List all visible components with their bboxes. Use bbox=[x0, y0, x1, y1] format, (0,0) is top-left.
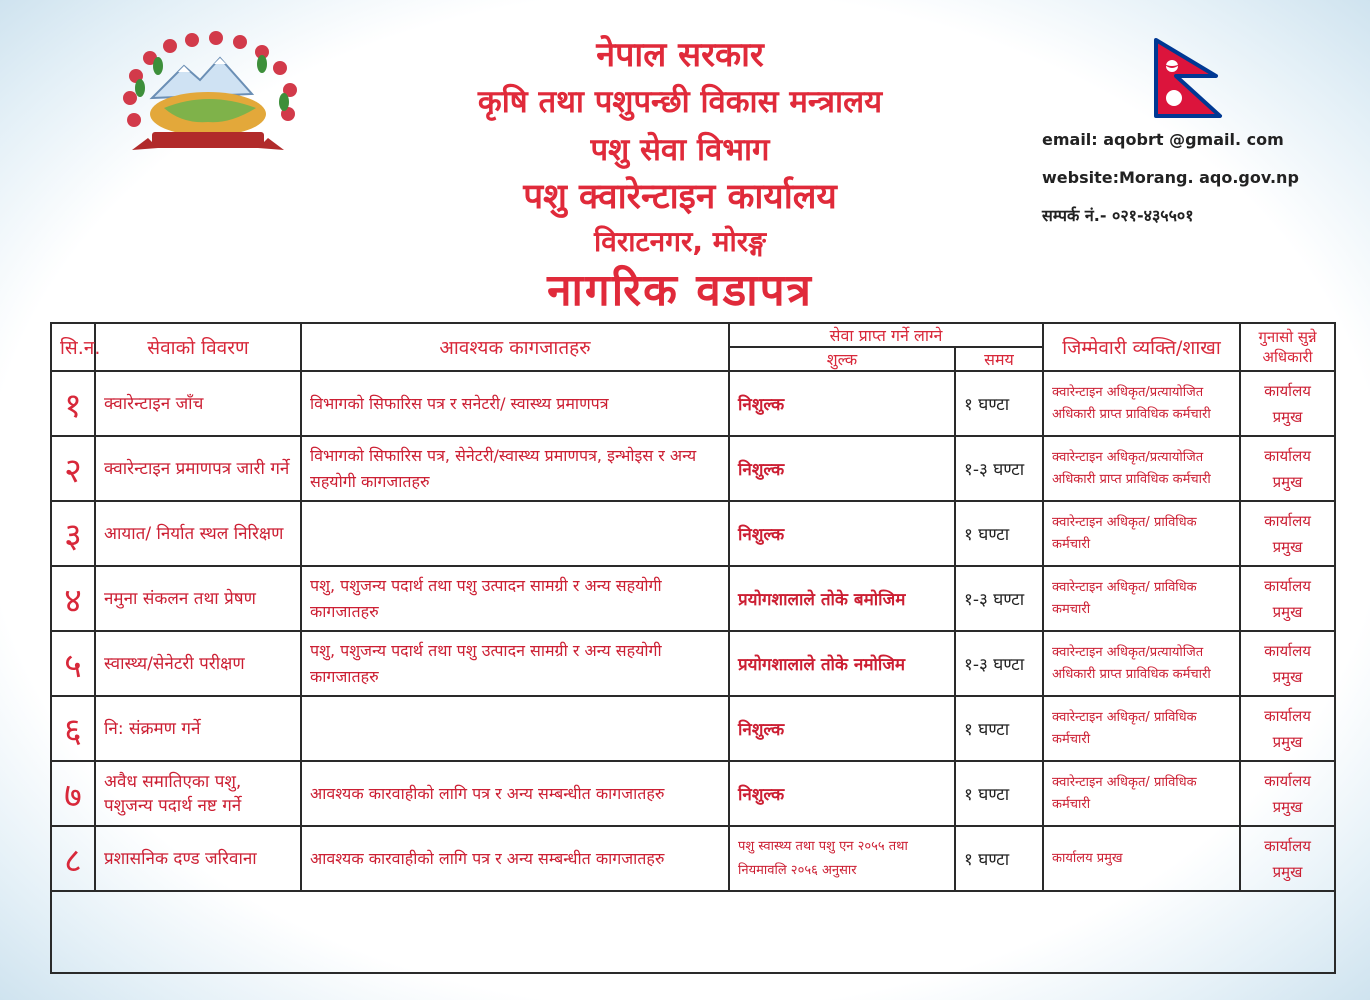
header-government: नेपाल सरकार bbox=[596, 35, 764, 75]
header-ministry: कृषि तथा पशुपन्छी विकास मन्त्रालय bbox=[477, 84, 883, 120]
row-responsible: कार्यालय प्रमुख bbox=[1043, 826, 1240, 891]
row-time: १ घण्टा bbox=[955, 696, 1043, 761]
row-grievance: कार्यालय प्रमुख bbox=[1240, 826, 1335, 891]
row-service: आयात/ निर्यात स्थल निरिक्षण bbox=[95, 501, 301, 566]
row-documents: पशु, पशुजन्य पदार्थ तथा पशु उत्पादन सामग्री र अन्य सहयोगी कागजातहरु bbox=[301, 566, 729, 631]
row-documents: विभागको सिफारिस पत्र र सनेटरी/ स्वास्थ्य प्रमाणपत्र bbox=[301, 371, 729, 436]
header-fee: शुल्क bbox=[729, 347, 955, 371]
row-time: १-३ घण्टा bbox=[955, 436, 1043, 501]
row-time: १ घण्टा bbox=[955, 501, 1043, 566]
row-grievance: कार्यालय प्रमुख bbox=[1240, 566, 1335, 631]
row-serial: ५ bbox=[51, 631, 95, 696]
row-responsible: क्वारेन्टाइन अधिकृत/प्रत्यायोजित अधिकारी प्राप्त प्राविधिक कर्मचारी bbox=[1043, 436, 1240, 501]
row-documents: आवश्यक कारवाहीको लागि पत्र र अन्य सम्बन्धीत कागजातहरु bbox=[301, 761, 729, 826]
nepal-emblem-icon bbox=[112, 28, 308, 168]
row-fee: प्रयोगशालाले तोके बमोजिम bbox=[729, 566, 955, 631]
row-time: १-३ घण्टा bbox=[955, 631, 1043, 696]
empty-cell bbox=[51, 891, 1335, 973]
table-row bbox=[51, 826, 1335, 891]
row-service: अवैध समातिएका पशु, पशुजन्य पदार्थ नष्ट गर्ने bbox=[95, 761, 301, 826]
row-responsible: क्वारेन्टाइन अधिकृत/प्रत्यायोजित अधिकारी प्राप्त प्राविधिक कर्मचारी bbox=[1043, 631, 1240, 696]
row-fee: निशुल्क bbox=[729, 371, 955, 436]
table-row bbox=[51, 501, 1335, 566]
table-row bbox=[51, 696, 1335, 761]
table-row bbox=[51, 371, 1335, 436]
table-header-row bbox=[51, 323, 1335, 347]
header-obtain: सेवा प्राप्त गर्ने लाग्ने bbox=[729, 323, 1043, 347]
row-grievance: कार्यालय प्रमुख bbox=[1240, 436, 1335, 501]
row-responsible: क्वारेन्टाइन अधिकृत/ प्राविधिक कर्मचारी bbox=[1043, 761, 1240, 826]
row-serial: २ bbox=[51, 436, 95, 501]
row-fee: निशुल्क bbox=[729, 761, 955, 826]
row-fee: पशु स्वास्थ्य तथा पशु एन २०५५ तथा नियमावलि २०५६ अनुसार bbox=[729, 826, 955, 891]
row-responsible: क्वारेन्टाइन अधिकृत/ प्राविधिक कर्मचारी bbox=[1043, 696, 1240, 761]
header-time: समय bbox=[955, 347, 1043, 371]
row-grievance: कार्यालय प्रमुख bbox=[1240, 371, 1335, 436]
contact-email: email: aqobrt @gmail. com bbox=[1042, 130, 1284, 149]
row-serial: १ bbox=[51, 371, 95, 436]
row-documents: पशु, पशुजन्य पदार्थ तथा पशु उत्पादन सामग्री र अन्य सहयोगी कागजातहरु bbox=[301, 631, 729, 696]
table-row bbox=[51, 436, 1335, 501]
header-service: सेवाको विवरण bbox=[95, 323, 301, 371]
row-serial: ६ bbox=[51, 696, 95, 761]
row-service: क्वारेन्टाइन प्रमाणपत्र जारी गर्ने bbox=[95, 436, 301, 501]
table-row bbox=[51, 566, 1335, 631]
contact-website: website:Morang. aqo.gov.np bbox=[1042, 168, 1299, 187]
row-fee: निशुल्क bbox=[729, 696, 955, 761]
citizen-charter-table bbox=[50, 322, 1336, 974]
page-title: नागरिक वडापत्र bbox=[547, 265, 813, 316]
row-fee: प्रयोगशालाले तोके नमोजिम bbox=[729, 631, 955, 696]
row-documents: विभागको सिफारिस पत्र, सेनेटरी/स्वास्थ्य प्रमाणपत्र, इन्भोइस र अन्य सहयोगी कागजातहरु bbox=[301, 436, 729, 501]
row-service: नि: संक्रमण गर्ने bbox=[95, 696, 301, 761]
header-office: पशु क्वारेन्टाइन कार्यालय bbox=[523, 177, 837, 217]
table-row bbox=[51, 631, 1335, 696]
header-responsible: जिम्मेवारी व्यक्ति/शाखा bbox=[1043, 323, 1240, 371]
row-serial: ८ bbox=[51, 826, 95, 891]
row-time: १ घण्टा bbox=[955, 371, 1043, 436]
row-grievance: कार्यालय प्रमुख bbox=[1240, 501, 1335, 566]
row-responsible: क्वारेन्टाइन अधिकृत/प्रत्यायोजित अधिकारी प्राप्त प्राविधिक कर्मचारी bbox=[1043, 371, 1240, 436]
row-time: १-३ घण्टा bbox=[955, 566, 1043, 631]
contact-phone: सम्पर्क नं.- ०२१-४३५५०१ bbox=[1042, 206, 1194, 225]
row-grievance: कार्यालय प्रमुख bbox=[1240, 696, 1335, 761]
row-serial: ७ bbox=[51, 761, 95, 826]
header-serial: सि.न. bbox=[51, 323, 95, 371]
table-empty-row bbox=[51, 891, 1335, 973]
row-service: क्वारेन्टाइन जाँच bbox=[95, 371, 301, 436]
row-serial: ४ bbox=[51, 566, 95, 631]
row-time: १ घण्टा bbox=[955, 826, 1043, 891]
row-grievance: कार्यालय प्रमुख bbox=[1240, 631, 1335, 696]
row-time: १ घण्टा bbox=[955, 761, 1043, 826]
row-responsible: क्वारेन्टाइन अधिकृत/ प्राविधिक कर्मचारी bbox=[1043, 501, 1240, 566]
row-service: स्वास्थ्य/सेनेटरी परीक्षण bbox=[95, 631, 301, 696]
row-grievance: कार्यालय प्रमुख bbox=[1240, 761, 1335, 826]
row-responsible: क्वारेन्टाइन अधिकृत/ प्राविधिक कमचारी bbox=[1043, 566, 1240, 631]
header-department: पशु सेवा विभाग bbox=[590, 132, 770, 168]
header-location: विराटनगर, मोरङ्ग bbox=[594, 225, 766, 258]
row-fee: निशुल्क bbox=[729, 436, 955, 501]
row-service: प्रशासनिक दण्ड जरिवाना bbox=[95, 826, 301, 891]
row-documents: आवश्यक कारवाहीको लागि पत्र र अन्य सम्बन्धीत कागजातहरु bbox=[301, 826, 729, 891]
row-service: नमुना संकलन तथा प्रेषण bbox=[95, 566, 301, 631]
nepal-flag-icon bbox=[1150, 38, 1230, 118]
table-row bbox=[51, 761, 1335, 826]
row-documents bbox=[301, 501, 729, 566]
header-documents: आवश्यक कागजातहरु bbox=[301, 323, 729, 371]
row-serial: ३ bbox=[51, 501, 95, 566]
row-documents bbox=[301, 696, 729, 761]
row-fee: निशुल्क bbox=[729, 501, 955, 566]
header-grievance: गुनासो सुन्ने अधिकारी bbox=[1240, 323, 1335, 371]
